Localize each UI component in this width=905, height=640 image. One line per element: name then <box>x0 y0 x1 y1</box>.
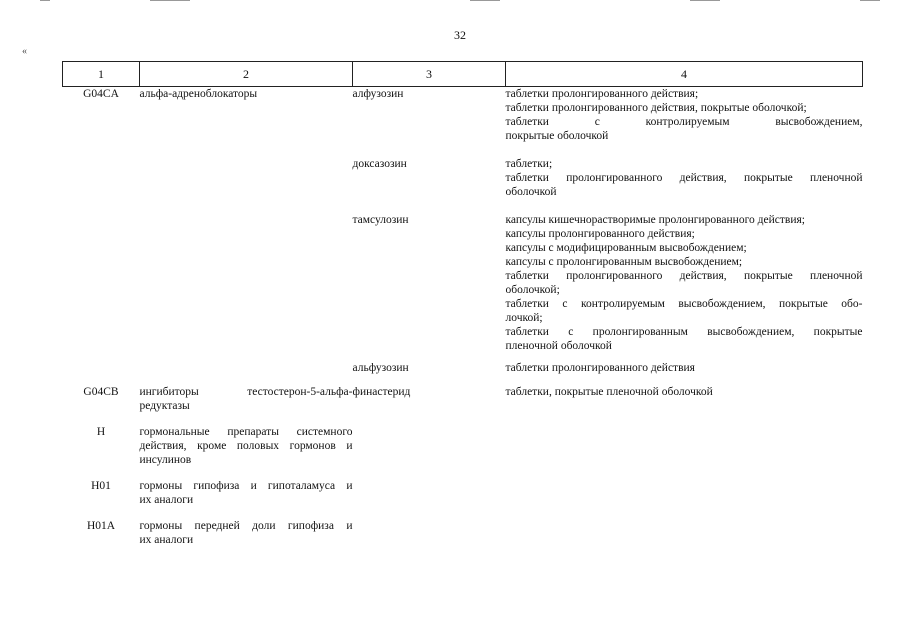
dosage-form-line: таблетки с контролируемым высвобождением, <box>505 116 863 128</box>
group-name-line: действия, кроме половых гормонов и <box>139 440 353 452</box>
dosage-form-line: таблетки пролонгированного действия, покрытые пленочной <box>505 270 863 282</box>
group-name <box>140 213 353 353</box>
drug-name: алфузозин <box>352 88 404 100</box>
group-name <box>140 385 353 413</box>
drug-name: финастерид <box>352 386 411 398</box>
dosage-forms <box>506 425 863 467</box>
dosage-form-line: капсулы с пролонгированным высвобождением; <box>505 256 743 268</box>
dosage-form-line: лочкой; <box>505 312 543 324</box>
table-row <box>63 425 863 467</box>
table-row <box>63 361 863 375</box>
dosage-forms-list <box>506 361 863 375</box>
dosage-form-line: таблетки пролонгированного действия, покрытые пленочной <box>505 172 863 184</box>
dosage-form-line: таблетки с пролонгированным высвобождением, покрытые <box>505 326 863 338</box>
dosage-forms-list <box>506 213 863 353</box>
group-name-line: ингибиторы тестостерон-5-альфа- <box>139 386 353 398</box>
dosage-form-line: таблетки пролонгированного действия; <box>505 88 699 100</box>
dosage-form-line: капсулы пролонгированного действия; <box>505 228 695 240</box>
group-name-line: гормональные препараты системного <box>139 426 353 438</box>
group-name-line: гормоны передней доли гипофиза и <box>139 520 353 532</box>
drug-name: доксазозин <box>352 158 407 170</box>
dosage-forms <box>506 87 863 144</box>
dosage-forms <box>506 479 863 507</box>
row-spacer <box>63 467 863 479</box>
group-name <box>140 361 353 375</box>
group-name <box>140 425 353 467</box>
group-name <box>140 157 353 199</box>
group-name-line: их аналоги <box>139 534 194 546</box>
group-name <box>140 479 353 507</box>
dosage-forms <box>506 157 863 199</box>
dosage-form-line: капсулы с модифицированным высвобождением; <box>505 242 747 254</box>
atc-code: H01 <box>91 480 111 492</box>
atc-code: H01A <box>86 520 116 532</box>
table-row <box>63 519 863 547</box>
header-col-2: 2 <box>140 62 353 87</box>
dosage-form-line: таблетки; <box>505 158 553 170</box>
table-row <box>63 157 863 199</box>
drug-name <box>353 479 506 507</box>
table-row <box>63 87 863 144</box>
row-spacer <box>63 375 863 385</box>
scan-edge-marks <box>0 0 905 2</box>
atc-code: G04CA <box>83 88 119 100</box>
header-col-1: 1 <box>63 62 140 87</box>
dosage-form-line: таблетки, покрытые пленочной оболочкой <box>505 386 713 398</box>
row-spacer <box>63 199 863 213</box>
header-row <box>63 62 863 87</box>
group-name-line: инсулинов <box>139 454 192 466</box>
drug-name <box>353 425 506 467</box>
drug-name <box>353 519 506 547</box>
group-name <box>140 87 353 144</box>
dosage-forms-list <box>506 87 863 143</box>
dosage-form-line: таблетки с контролируемым высвобождением, покрытые обо- <box>505 298 863 310</box>
atc-code: H <box>96 426 106 438</box>
drug-name: альфузозин <box>352 362 409 374</box>
row-spacer <box>63 507 863 519</box>
dosage-forms <box>506 519 863 547</box>
dosage-form-line: пленочной оболочкой <box>505 340 612 352</box>
dosage-forms <box>506 213 863 353</box>
row-spacer <box>63 413 863 425</box>
header-col-4: 4 <box>506 62 863 87</box>
row-spacer <box>63 353 863 361</box>
group-name <box>140 519 353 547</box>
dosage-form-line: капсулы кишечнорастворимые пролонгированного действия; <box>505 214 805 226</box>
atc-code <box>63 361 140 375</box>
group-name-line: альфа-адреноблокаторы <box>139 88 258 100</box>
header-col-3: 3 <box>353 62 506 87</box>
dosage-form-line: покрытые оболочкой <box>505 130 609 142</box>
table-row <box>63 479 863 507</box>
atc-code: G04CB <box>83 386 119 398</box>
dosage-form-line: таблетки пролонгированного действия <box>505 362 695 374</box>
table-row <box>63 385 863 413</box>
drug-name: тамсулозин <box>352 214 409 226</box>
dosage-forms-list <box>506 385 863 399</box>
dosage-form-line: таблетки пролонгированного действия, покрытые оболочкой; <box>505 102 807 114</box>
table-body <box>63 87 863 548</box>
atc-code <box>63 213 140 353</box>
dosage-forms <box>506 361 863 375</box>
group-name-line: их аналоги <box>139 494 194 506</box>
dosage-forms <box>506 385 863 413</box>
dosage-forms-list <box>506 157 863 199</box>
group-name-line: редуктазы <box>139 400 190 412</box>
group-name-line: гормоны гипофиза и гипоталамуса и <box>139 480 353 492</box>
page-number: 32 <box>454 28 466 42</box>
dosage-form-line: оболочкой <box>505 186 557 198</box>
table-row <box>63 213 863 353</box>
scan-mark: « <box>22 46 27 57</box>
atc-code <box>63 157 140 199</box>
dosage-form-line: оболочкой; <box>505 284 560 296</box>
row-spacer <box>63 143 863 157</box>
drug-classification-table <box>62 61 863 547</box>
